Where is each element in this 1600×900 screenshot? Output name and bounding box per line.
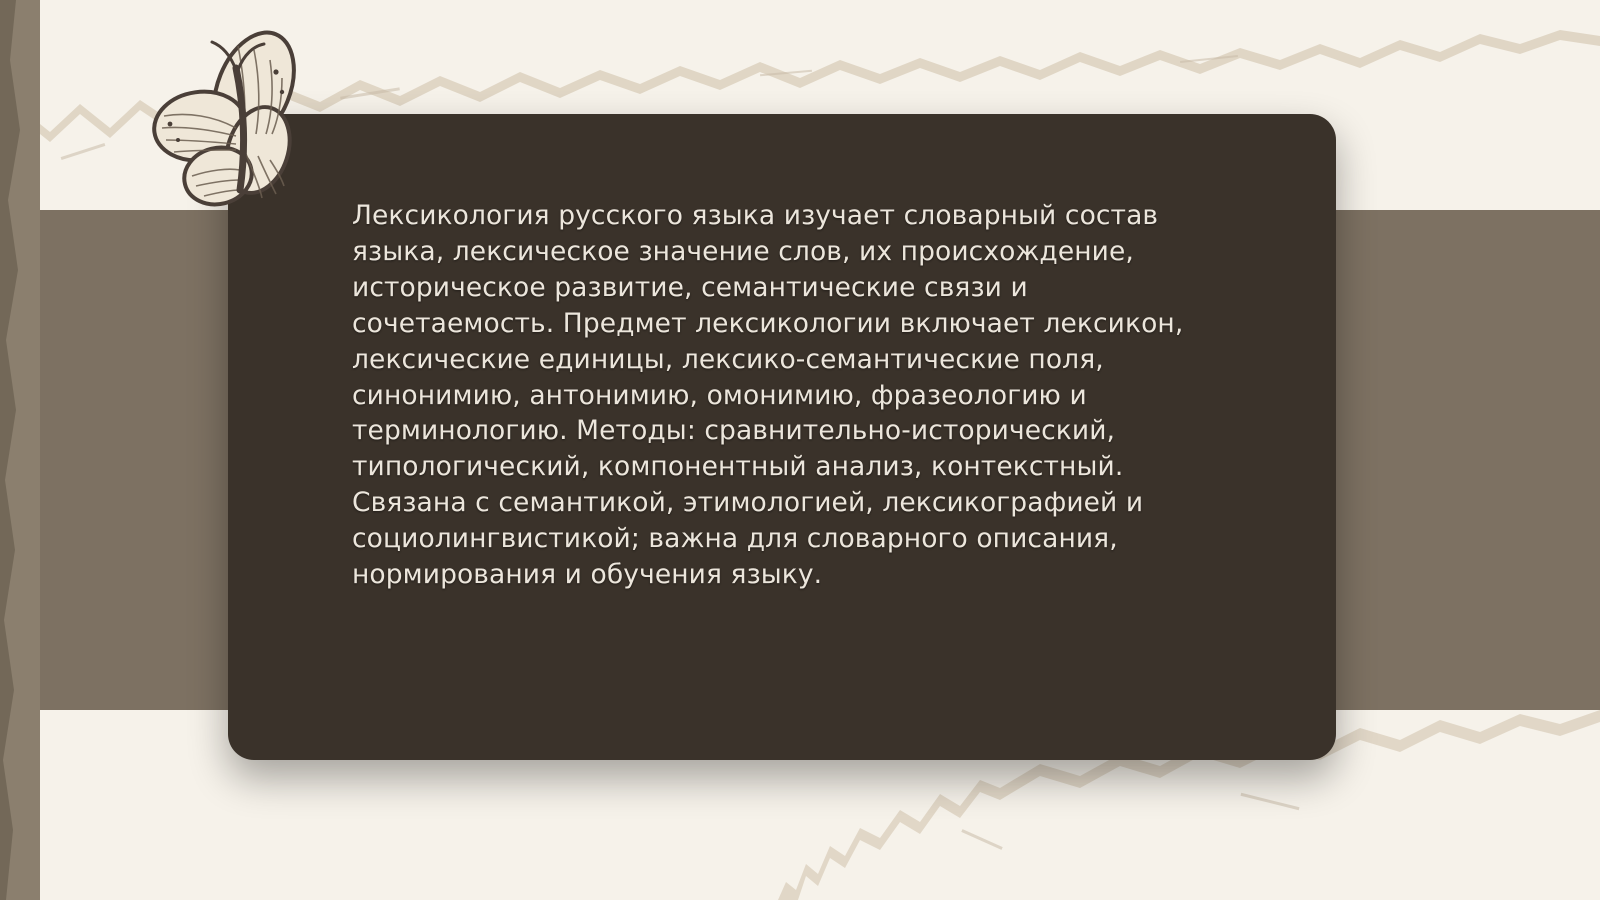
torn-paper-edge-left [0,0,40,900]
card-body-text: Лексикология русского языка изучает словарный состав языка, лексическое значение слов, их происхождение, историческое развитие, семантические связи и сочетаемость. Предмет лексикологии включает лексикон, лексические единицы, лексико-семантические поля, синонимию, антонимию, омонимию, фразеологию и терминологию. Методы: сравнительно-исторический, типологический, компонентный анализ, контекстный. Связана с семантикой, этимологией, лексикографией и социолингвистикой; важна для словарного описания, нормирования и обучения языку. [352,200,1192,591]
text-card [228,114,1336,760]
butterfly-icon [126,28,336,218]
